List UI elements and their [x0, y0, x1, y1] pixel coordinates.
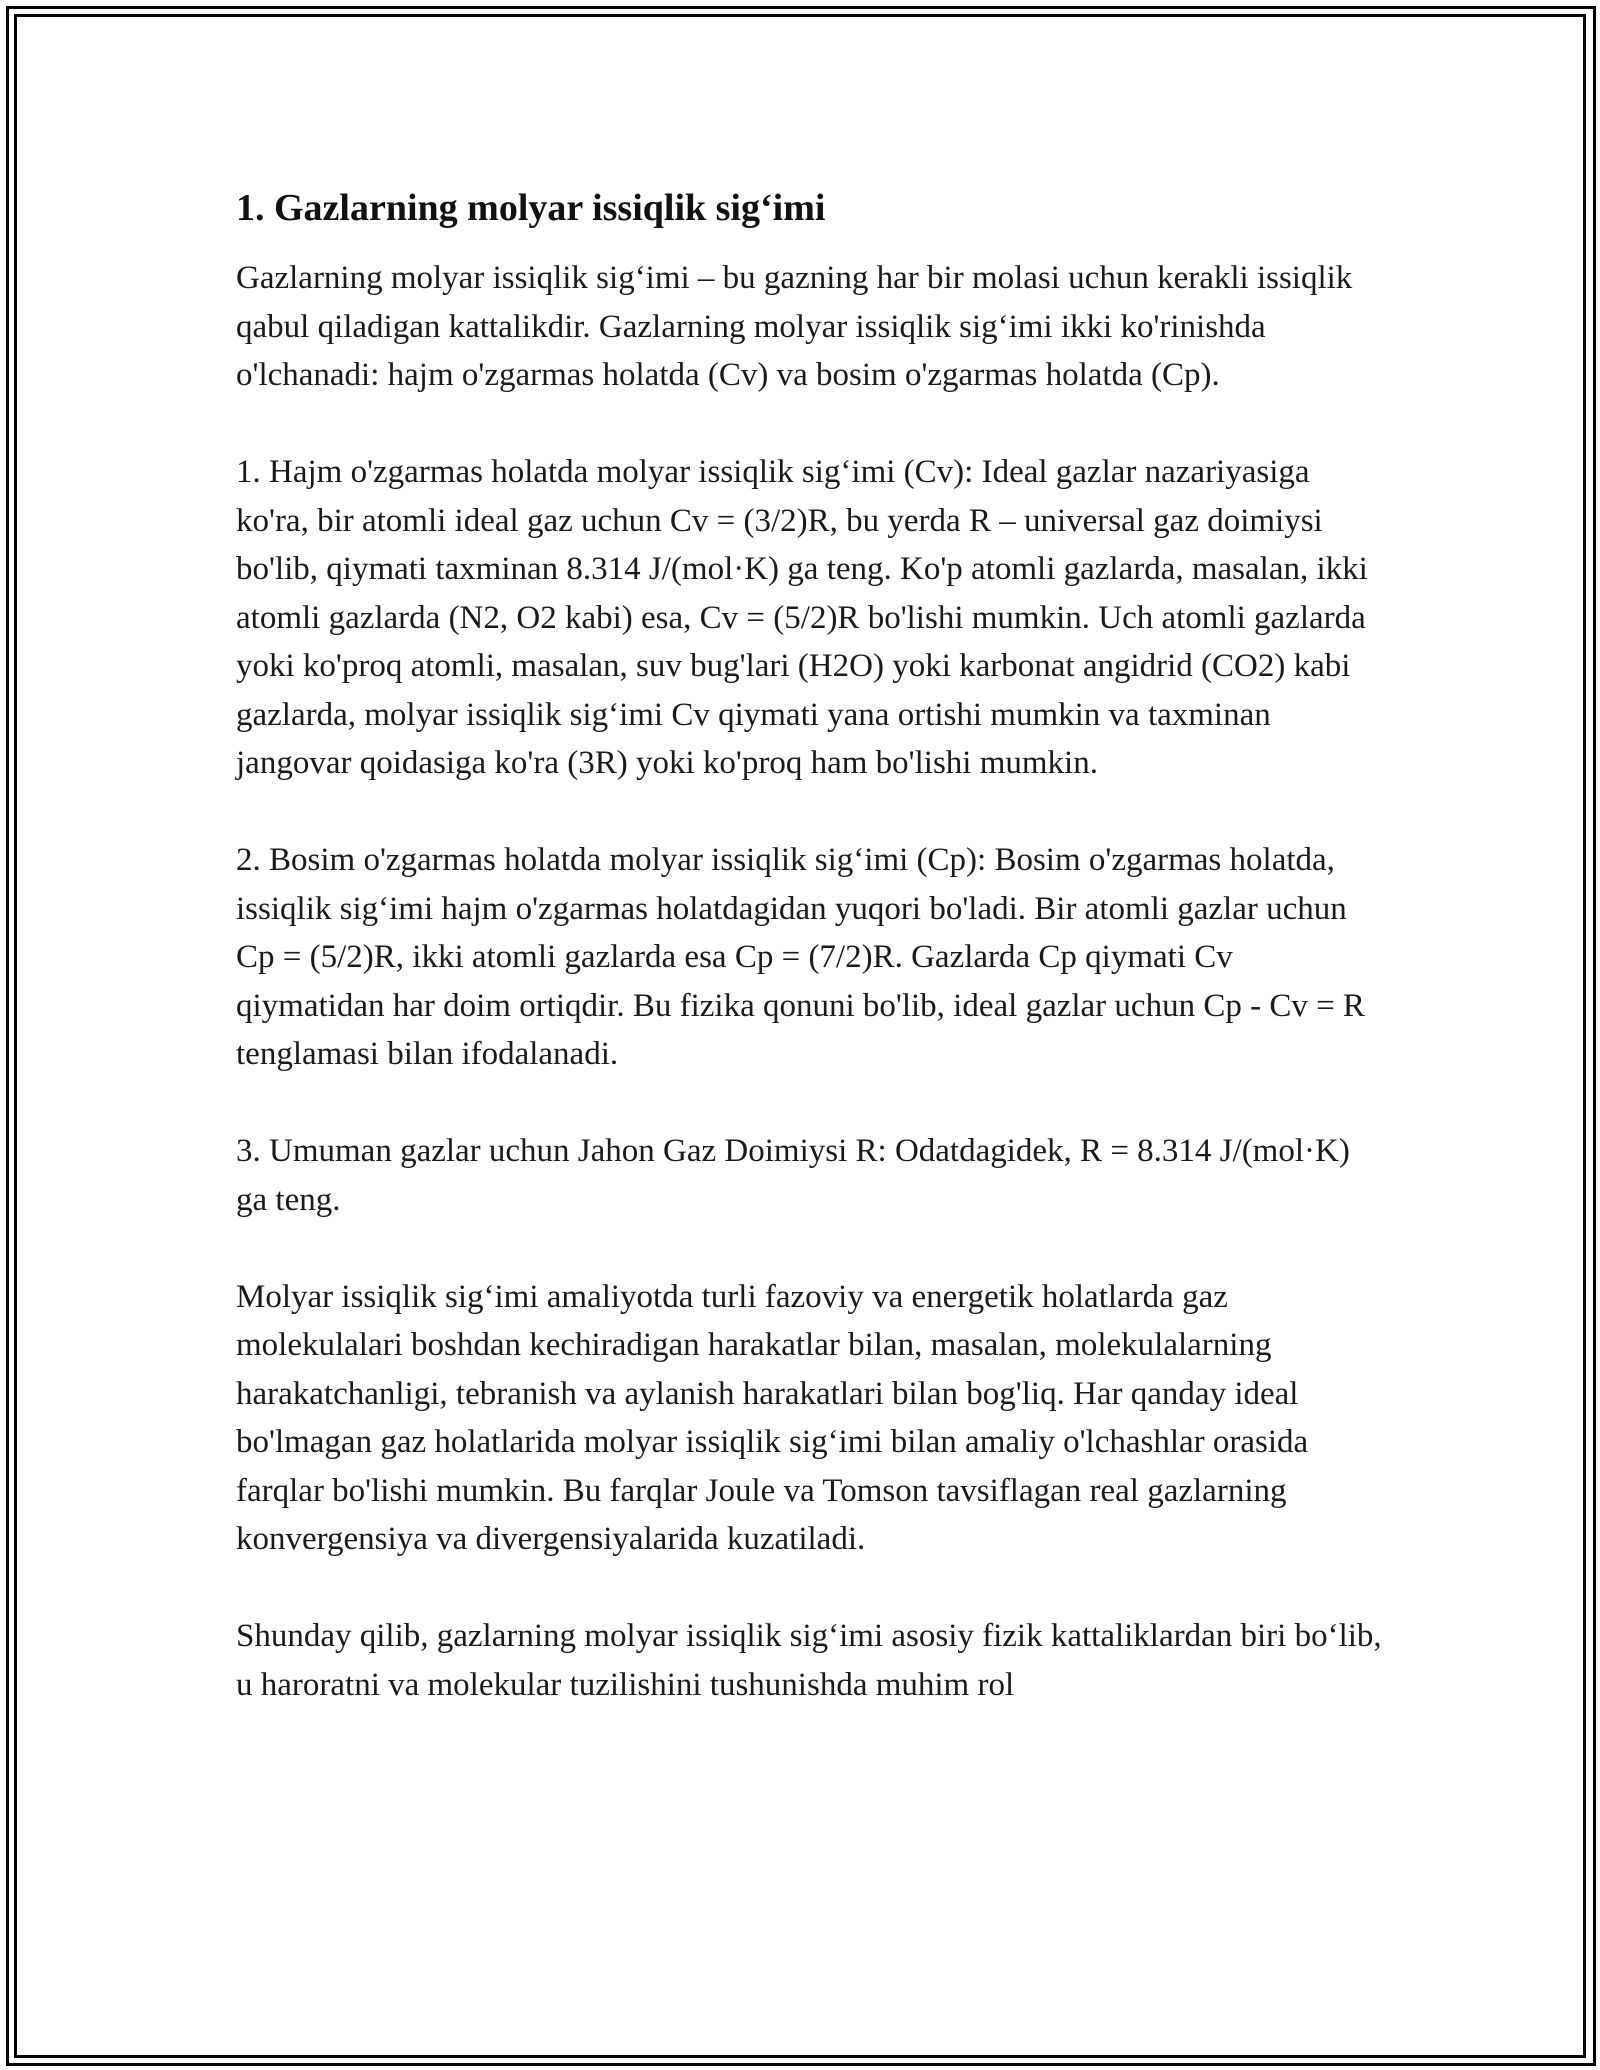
document-title: 1. Gazlarning molyar issiqlik sig‘imi — [236, 187, 826, 229]
document-body — [236, 184, 1386, 1709]
gas-constant-paragraph: 3. Umuman gazlar uchun Jahon Gaz Doimiysi R: Odatdagidek, R = 8.314 J/(mol·K) ga teng. — [236, 1133, 1350, 1218]
conclusion-paragraph: Shunday qilib, gazlarning molyar issiqlik sig‘imi asosiy fizik kattaliklardan biri bo‘lib, u haroratni va molekular tuzilishini tushunishda muhim rol — [236, 1618, 1382, 1703]
cv-paragraph: 1. Hajm o'zgarmas holatda molyar issiqlik sig‘imi (Cv): Ideal gazlar nazariyasiga ko'ra, bir atomli ideal gaz uchun Cv = (3/2)R, bu yerda R – universal gaz doimiysi bo'lib, qiymati taxminan 8.314 J/(mol·K) ga teng. Ko'p atomli gazlarda, masalan, ikki atomli gazlarda (N2, O2 kabi) esa, Cv = (5/2)R bo'lishi mumkin. Uch atomli gazlarda yoki ko'proq atomli, masalan, suv bug'lari (H2O) yoki karbonat angidrid (CO2) kabi gazlarda, molyar issiqlik sig‘imi Cv qiymati yana ortishi mumkin va taxminan jangovar qoidasiga ko'ra (3R) yoki ko'proq ham bo'lishi mumkin. — [236, 454, 1368, 781]
cp-paragraph: 2. Bosim o'zgarmas holatda molyar issiqlik sig‘imi (Cp): Bosim o'zgarmas holatda, issiqlik sig‘imi hajm o'zgarmas holatdagidan yuqori bo'ladi. Bir atomli gazlar uchun Cp = (5/2)R, ikki atomli gazlarda esa Cp = (7/2)R. Gazlarda Cp qiymati Cv qiymatidan har doim ortiqdir. Bu fizika qonuni bo'lib, ideal gazlar uchun Cp - Cv = R tenglamasi bilan ifodalanadi. — [236, 842, 1365, 1072]
intro-paragraph: Gazlarning molyar issiqlik sig‘imi – bu gazning har bir molasi uchun kerakli issiqlik qabul qiladigan kattalikdir. Gazlarning molyar issiqlik sig‘imi ikki ko'rinishda o'lchanadi: hajm o'zgarmas holatda (Cv) va bosim o'zgarmas holatda (Cp). — [236, 260, 1353, 393]
practical-paragraph: Molyar issiqlik sig‘imi amaliyotda turli fazoviy va energetik holatlarda gaz molekulalari boshdan kechiradigan harakatlar bilan, masalan, molekulalarning harakatchanligi, tebranish va aylanish harakatlari bilan bog'liq. Har qanday ideal bo'lmagan gaz holatlarida molyar issiqlik sig‘imi bilan amaliy o'lchashlar orasida farqlar bo'lishi mumkin. Bu farqlar Joule va Tomson tavsiflagan real gazlarning konvergensiya va divergensiyalarida kuzatiladi. — [236, 1278, 1309, 1557]
